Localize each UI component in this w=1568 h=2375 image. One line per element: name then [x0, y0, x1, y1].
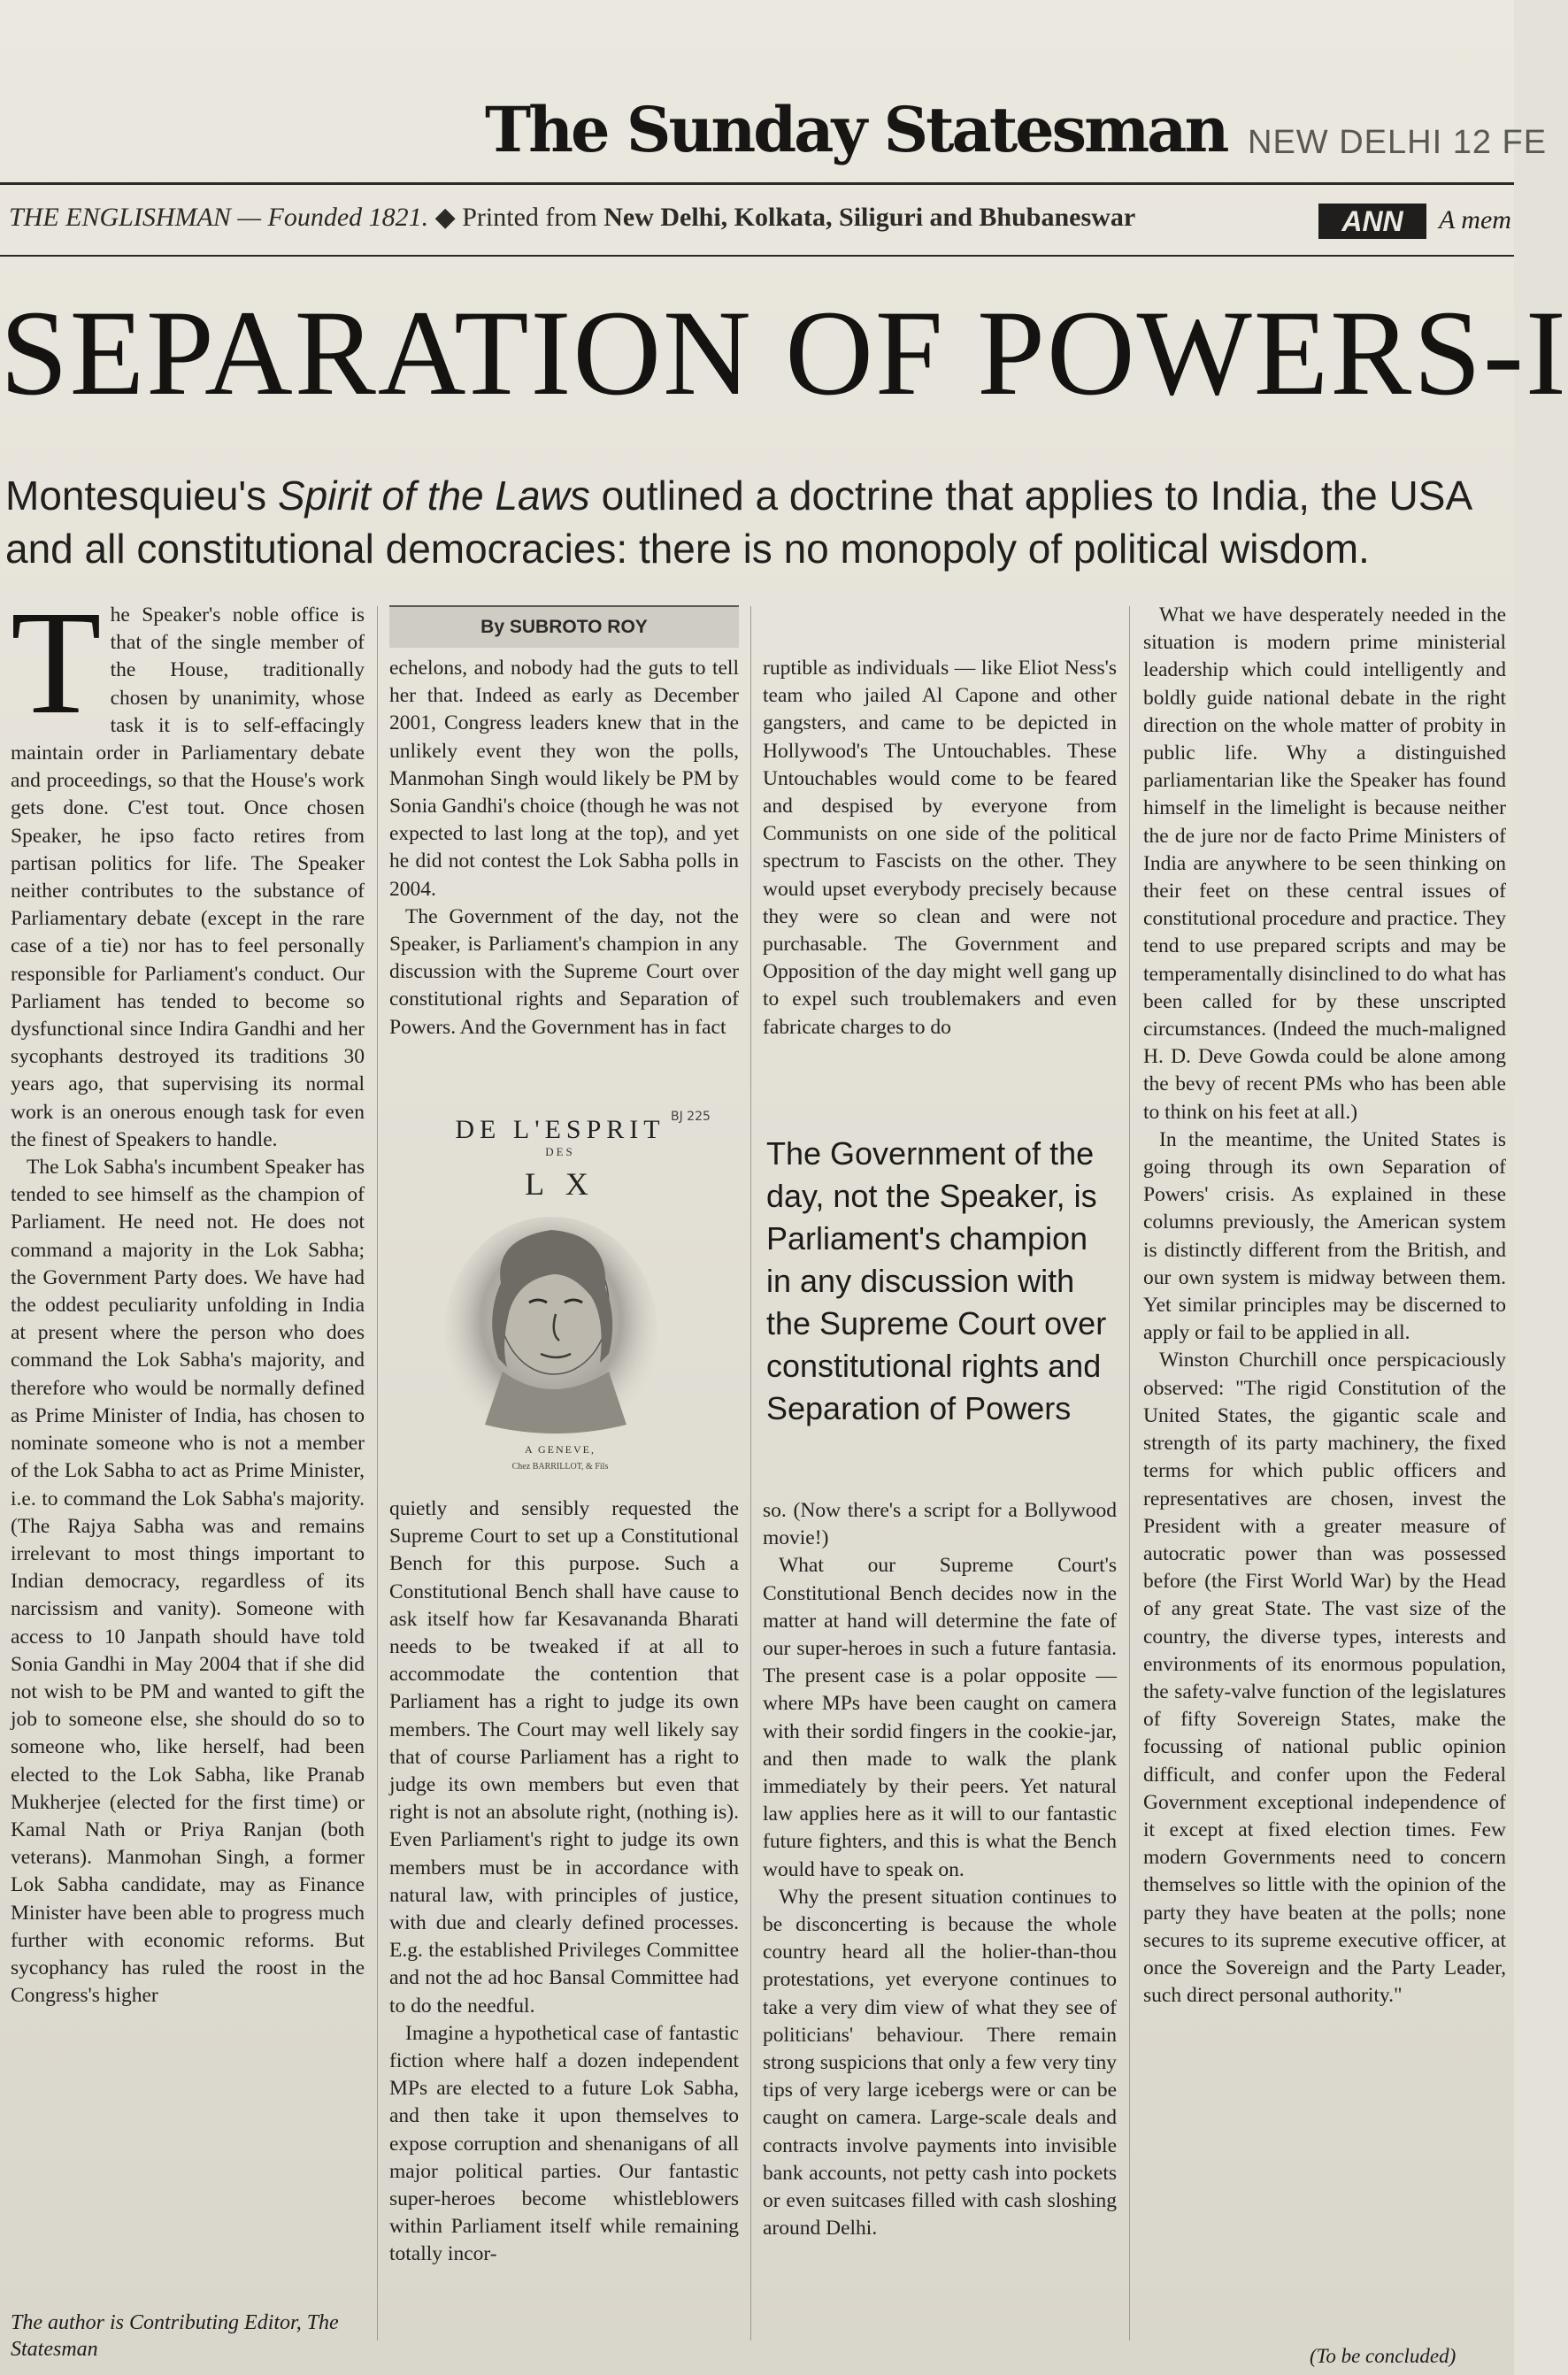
article-subhead	[5, 469, 1510, 575]
subhead-italic: Spirit of the Laws	[277, 473, 590, 519]
col2-paragraph-3: quietly and sensibly requested the Supreme Court to set up a Constitutional Bench for this purpose. Such a Constitutional Bench shall have cause to ask itself how far Kesavananda Bharati needs to be tweaked if at all to accommodate the contention that Parliament has a right to judge its own members. The Court may well likely say that of course Parliament has a right to judge its own members but even that right is not an absolute right, (nothing is). Even Parliament's right to judge its own members must be in accordance with natural law, with principles of justice, with due and clearly defined processes. E.g. the established Privileges Committee and not the ad hoc Bansal Committee had to do the needful.	[389, 1497, 739, 2018]
author-note: The author is Contributing Editor, The Statesman	[11, 2311, 339, 2361]
column-3-bottom	[763, 1497, 1117, 2242]
col3-paragraph-2: so. (Now there's a script for a Bollywood movie!)	[763, 1499, 1117, 1550]
column-divider	[377, 606, 378, 2340]
col4-paragraph-2: In the meantime, the United States is going through its own Separation of Powers' crisis. As explained in these columns previously, the American system is distinctly different from the British, and our own system is midway between them. Yet similar principles may be discerned to apply or fail to be applied in all.	[1143, 1127, 1506, 1345]
column-1	[11, 580, 365, 2010]
col4-paragraph-1: What we have desperately needed in the situation is modern prime ministerial leadership which could intelligently and boldly guide national debate in the right direction on the whole matter of probity in public life. Why a distinguished parliamentarian like the Speaker has found himself in the limelight is because neither the de jure nor de facto Prime Ministers of India are anywhere to be seen thinking on their feet on these central issues of constitutional procedure and practice. They tend to use prepared scripts and may be temperamentally disinclined to do what has been called for by these unscripted circumstances. (Indeed the much-maligned H. D. Deve Gowda could be alone among the bevy of recent PMs who has been able to think on his feet at all.)	[1143, 603, 1506, 1124]
article-headline: SEPARATION OF POWERS-I	[0, 285, 1568, 420]
col1-paragraph-1	[11, 580, 365, 1154]
portrait-title-2: DES	[545, 1145, 575, 1158]
portrait-handwritten: BJ 225	[671, 1110, 711, 1124]
col1-p1-text: he Speaker's noble office is that of the single member of the House, traditionally chosen by unanimity, whose task it is to self-effacingly maintain order in Parliamentary debate and proceedings, so that the House's work gets done. C'est tout. Once chosen Speaker, he ipso facto retires from partisan politics for life. The Speaker neither contributes to the substance of Parliamentary debate (except in the rare case of a tie) nor has to feel personally responsible for Parliament's conduct. Our Parliament has tended to become so dysfunctional since Indira Gandhi and her sycophants destroyed its traditions 30 years ago, that supervising its normal work is an onerous enough task for even the finest of Speakers to handle.	[11, 603, 365, 1151]
col3-paragraph-4: Why the present situation continues to be disconcerting is because the whole country heard all the holier-than-thou protestations, yet everyone continues to take a very dim view of what they see of politicians' behaviour. There remain strong suspicions that only a few very tiny tips of very large icebergs were or can be caught on camera. Large-scale deals and contracts involve payments into invisible bank accounts, not petty cash into pockets or even suitcases filled with cash sloshing around Delhi.	[763, 1885, 1117, 2240]
subhead-post: outlined a doctrine that applies to India, the USA and all constitutional democracies: there is no monopoly of political wisdom.	[5, 473, 1471, 572]
byline: By SUBROTO ROY	[389, 605, 739, 648]
col2-paragraph-4: Imagine a hypothetical case of fantastic fiction where half a dozen independent MPs are elected to a future Lok Sabha, and then take it upon themselves to expose corruption and shenanigans of all major political parties. Our fantastic super-heroes become whistleblowers within Parliament itself while remaining totally incor-	[389, 2021, 739, 2266]
col4-paragraph-3: Winston Churchill once perspicaciously observed: "The rigid Constitution of the United States, the gigantic scale and strength of its party machinery, the fixed terms for which public officers and representatives are chosen, invest the President with a greater measure of autocratic power than was possessed before (the First World War) by the Head of any great State. The vast size of the country, the diverse types, interests and environments of its enormous population, the safety-valve function of the legislatures of fifty Sovereign States, make the focussing of national public opinion difficult, and confer upon the Federal Government exceptional independence of it except at fixed election times. Few modern Governments need to concern themselves so little with the opinion of the party they have beaten at the polls; none secures to its supreme executive officer, at once the Sovereign and the Party Leader, such direct personal authority."	[1143, 1349, 1506, 2008]
subhead-pre: Montesquieu's	[5, 473, 278, 519]
column-3-top	[763, 655, 1117, 1041]
pull-quote: The Government of the day, not the Speaker, is Parliament's champion in any discussion with the Supreme Court over constitutional rights and Separation of Powers	[766, 1135, 1107, 1426]
masthead-infoline	[9, 202, 1135, 233]
founded-text: THE ENGLISHMAN — Founded 1821.	[9, 203, 429, 232]
ann-logo: ANN	[1318, 204, 1426, 239]
portrait-title-3: L X	[525, 1166, 596, 1202]
montesquieu-portrait-image	[396, 1106, 724, 1478]
column-divider	[1129, 606, 1130, 2340]
col2-paragraph-2: The Government of the day, not the Speaker, is Parliament's champion in any discussion with the Supreme Court over constitutional rights and Separation of Powers. And the Government has in fact	[389, 904, 739, 1039]
portrait-caption: A GENEVE,	[525, 1443, 596, 1456]
col3-paragraph-3: What our Supreme Court's Constitutional Bench decides now in the matter at hand will determine the fate of our super-heroes in such a future fantasia. The present case is a polar opposite — where MPs have been caught on camera with their sordid fingers in the cookie-jar, and then made to walk the plank immediately by their peers. Yet natural law applies here as it will to our fantastic future fighters, and this is what the Bench would have to speak on.	[763, 1554, 1117, 1881]
to-be-concluded: (To be concluded)	[1310, 2345, 1457, 2367]
printed-prefix: ◆ Printed from	[434, 203, 597, 232]
printed-cities: New Delhi, Kolkata, Siliguri and Bhubaneswar	[603, 203, 1136, 232]
col2-paragraph-1: echelons, and nobody had the guts to tell her that. Indeed as early as December 2001, Congress leaders knew that in the unlikely event they won the polls, Manmohan Singh would likely be PM by Sonia Gandhi's choice (though he was not expected to last long at the top), and yet he did not contest the Lok Sabha polls in 2004.	[389, 657, 739, 901]
portrait-title-1: DE L'ESPRIT	[455, 1115, 665, 1144]
column-2-bottom	[389, 1495, 739, 2269]
col3-paragraph-1: ruptible as individuals — like Eliot Ness's team who jailed Al Capone and other gangsters, and came to be depicted in Hollywood's The Untouchables. These Untouchables would come to be feared and despised by everyone from Communists on one side of the political spectrum to Fascists on the other. They would upset everybody precisely because they were so clean and were not purchasable. The Government and Opposition of the day might well gang up to expel such troublemakers and even fabricate charges to do	[763, 657, 1117, 1039]
dateline: NEW DELHI 12 FE	[1248, 124, 1548, 161]
info-rule	[0, 255, 1514, 257]
masthead-title: The Sunday Statesman	[485, 93, 1227, 166]
portrait-caption-2: Chez BARRILLOT, & Fils	[511, 1462, 609, 1472]
column-2-top	[389, 655, 739, 1041]
column-divider	[750, 606, 751, 2340]
column-4	[1143, 602, 1506, 2010]
col1-paragraph-2: The Lok Sabha's incumbent Speaker has tended to see himself as the champion of Parliament. He need not. He does not command a majority in the Lok Sabha; the Government Party does. We have had the oddest peculiarity unfolding in India at present where the person who does command the Lok Sabha's majority, and therefore who would be normally defined as Prime Minister of India, has chosen to nominate someone who is not a member of the Lok Sabha to act as Prime Minister, i.e. to command the Lok Sabha's majority. (The Rajya Sabha was and remains irrelevant to most things important to Indian democracy, regardless of its narcissism and vanity). Someone with access to 10 Janpath should have told Sonia Gandhi in May 2004 that if she did not wish to be PM and wanted to gift the job to someone else, she should do so to someone who, like herself, had been elected to the Lok Sabha, like Pranab Mukherjee (elected for the first time) or Kamal Nath or Priya Ranjan (both veterans). Manmohan Singh, a former Lok Sabha candidate, may as Finance Minister have been able to progress much further with economic reforms. But sycophancy has ruled the roost in the Congress's higher	[11, 1156, 365, 2008]
drop-cap: T	[11, 580, 102, 745]
ann-tagline: A mem	[1439, 205, 1511, 234]
masthead-rule	[0, 182, 1514, 185]
